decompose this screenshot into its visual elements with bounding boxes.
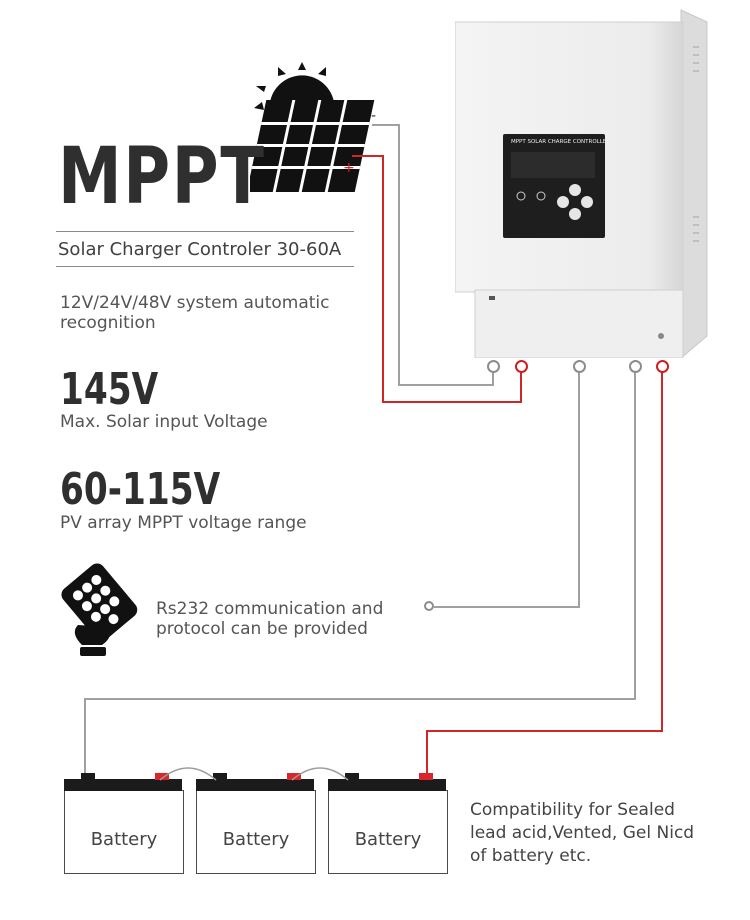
solar-positive-wire-down <box>382 155 384 403</box>
compatibility-text <box>470 799 740 868</box>
solar-negative-wire-across <box>398 384 494 386</box>
mppt-range-label: PV array MPPT voltage range <box>60 513 307 533</box>
max-voltage-value: 145V <box>60 364 159 415</box>
charge-controller-device <box>455 6 709 358</box>
keypad-hand-icon <box>60 563 140 659</box>
battery-positive-wire-across <box>426 730 663 732</box>
battery-2-label: Battery <box>222 829 290 850</box>
solar-positive-wire <box>352 155 384 157</box>
controller-display-label: MPPT SOLAR CHARGE CONTROLLER <box>511 139 611 145</box>
subtitle-text: Solar Charger Controler <box>58 239 271 260</box>
rs232-wire-up <box>578 370 580 608</box>
terminal-battery-negative <box>629 360 642 373</box>
battery-3 <box>328 790 448 874</box>
battery-3-positive-post <box>419 773 433 780</box>
compatibility-line-3: of battery etc. <box>470 846 592 866</box>
battery-negative-wire-across <box>84 698 636 700</box>
rs232-wire-across <box>434 606 580 608</box>
battery-1 <box>64 790 184 874</box>
subtitle-range: 30-60A <box>276 239 342 260</box>
system-recognition-text: 12V/24V/48V system automatic recognition <box>60 293 330 333</box>
compatibility-line-2: lead acid,Vented, Gel Nicd <box>470 823 695 843</box>
panel-minus-sign: - <box>371 108 377 124</box>
solar-negative-wire <box>372 124 400 126</box>
battery-positive-wire-down <box>426 730 428 774</box>
battery-3-label: Battery <box>354 829 422 850</box>
solar-positive-wire-across <box>382 401 522 403</box>
battery-jumper-wires <box>150 760 370 790</box>
solar-positive-wire-up <box>520 370 522 403</box>
battery-2 <box>196 790 316 874</box>
solar-panel-icon <box>250 62 380 197</box>
max-voltage-label: Max. Solar input Voltage <box>60 412 268 432</box>
solar-negative-wire-down <box>398 124 400 386</box>
terminal-rs232 <box>573 360 586 373</box>
panel-plus-sign: + <box>343 160 355 176</box>
rs232-terminal <box>424 601 434 611</box>
compatibility-line-1: Compatibility for Sealed <box>470 800 675 820</box>
battery-1-label: Battery <box>90 829 158 850</box>
battery-positive-wire-up <box>661 370 663 732</box>
terminal-battery-positive <box>656 360 669 373</box>
battery-1-negative-post <box>81 773 95 780</box>
title-divider-top <box>56 231 354 232</box>
title-divider-bottom <box>56 266 354 267</box>
subtitle <box>58 239 341 260</box>
page-title: MPPT <box>58 132 266 222</box>
rs232-line-1: Rs232 communication and <box>156 599 384 619</box>
battery-negative-wire-down <box>84 698 86 774</box>
rs232-line-2: protocol can be provided <box>156 619 368 639</box>
terminal-pv-positive <box>515 360 528 373</box>
rs232-text <box>156 599 383 639</box>
mppt-range-value: 60-115V <box>60 464 221 515</box>
terminal-pv-negative <box>487 360 500 373</box>
battery-negative-wire-up <box>634 370 636 700</box>
